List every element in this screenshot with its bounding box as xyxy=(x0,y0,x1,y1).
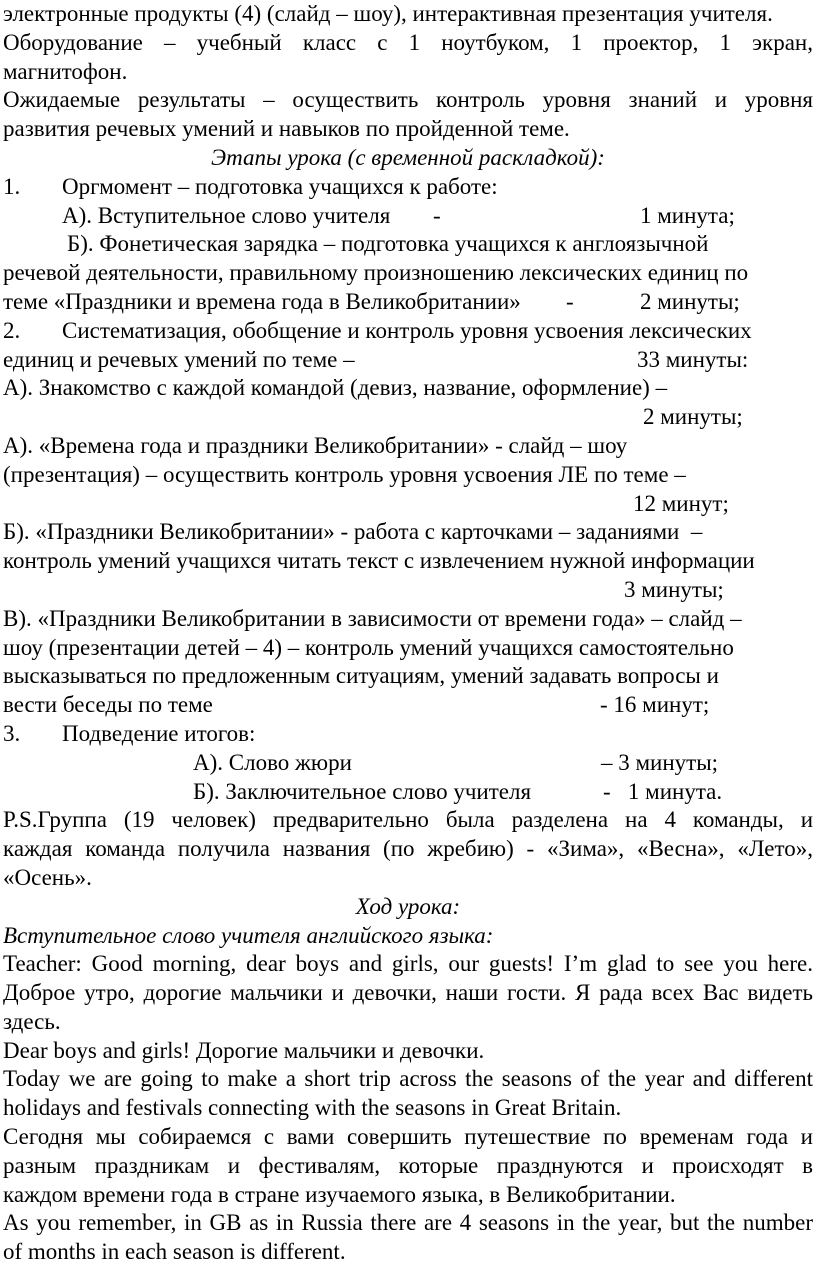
note-ps-cont-2: «Осень». xyxy=(3,864,92,890)
note-ps: P.S.Группа (19 человек) предварительно была разделена на 4 команды, и xyxy=(3,807,813,833)
stage-2a-text: А). Знакомство с каждой командой (девиз, название, оформление) – xyxy=(3,375,668,401)
teacher-line-ru-cont: здесь. xyxy=(3,1008,61,1034)
stage-1b-cont-2 xyxy=(3,288,813,317)
stage-2-number: 2. xyxy=(3,317,21,343)
stage-3b-text: Б). Заключительное слово учителя xyxy=(193,778,532,804)
stage-3a-time: – 3 минуты; xyxy=(601,749,719,775)
stage-1b-text-3: теме «Праздники и времена года в Великобритании» xyxy=(3,288,521,314)
stage-1b-dash: - xyxy=(566,288,574,314)
stage-1b xyxy=(3,230,813,259)
stage-1b-time: 2 минуты; xyxy=(640,288,740,314)
stage-1-title: Оргмомент – подготовка учащихся к работе: xyxy=(62,173,498,199)
remember-line-en: As you remember, in GB as in Russia there are 4 seasons in the year, but the number xyxy=(3,1210,813,1236)
teacher-line-ru: Доброе утро, дорогие мальчики и девочки, наши гости. Я рада всех Вас видеть xyxy=(3,980,813,1006)
today-line-ru: Сегодня мы собираемся с вами совершить путешествие по временам года и xyxy=(3,1124,813,1150)
stage-2c-text-2: шоу (презентации детей – 4) – контроль умений учащихся самостоятельно xyxy=(3,634,734,660)
paragraph-equipment: Оборудование – учебный класс с 1 ноутбуком, 1 проектор, 1 экран, xyxy=(3,29,813,55)
stage-2a2-text-2: (презентация) – осуществить контроль уровня усвоения ЛЕ по теме – xyxy=(3,461,686,487)
stage-3b-time: - 1 минута. xyxy=(603,778,723,804)
stage-1-number: 1. xyxy=(3,173,21,199)
stage-2c-cont-2 xyxy=(3,662,813,691)
stage-1 xyxy=(3,173,813,202)
stage-2a2-cont xyxy=(3,461,813,490)
stage-3b xyxy=(3,778,813,807)
stage-2 xyxy=(3,317,813,346)
today-line-ru-cont: разным праздникам и фестивалям, которые празднуются и происходят в xyxy=(3,1152,813,1178)
heading-lesson-stages: Этапы урока (с временной раскладкой): xyxy=(211,144,605,170)
stage-2a-time: 2 минуты; xyxy=(643,404,743,430)
today-line-en: Today we are going to make a short trip across the seasons of the year and different xyxy=(3,1066,813,1092)
stage-2b xyxy=(3,518,813,547)
stage-2a2-time-line xyxy=(3,490,813,519)
remember-line-en-cont: of months in each season is different. xyxy=(3,1239,346,1265)
stage-2c-cont-3 xyxy=(3,691,813,720)
stage-1a xyxy=(3,202,813,231)
heading-lesson-course: Ход урока: xyxy=(355,893,461,919)
stage-2c-cont xyxy=(3,634,813,663)
stage-2c-time: - 16 минут; xyxy=(600,692,710,718)
note-ps-cont: каждая команда получила названия (по жребию) - «Зима», «Весна», «Лето», xyxy=(3,836,813,862)
stage-1a-dash: - xyxy=(433,202,441,228)
stage-2-title-2: единиц и речевых умений по теме – xyxy=(3,346,355,372)
stage-2c xyxy=(3,605,813,634)
stage-3-number: 3. xyxy=(3,720,21,746)
stage-1a-text: А). Вступительное слово учителя xyxy=(62,202,391,228)
stage-1b-text-2: речевой деятельности, правильному произношению лексических единиц по xyxy=(3,260,749,286)
paragraph-equipment-cont: магнитофон. xyxy=(3,58,128,84)
stage-2c-text: В). «Праздники Великобритании в зависимости от времени года» – слайд – xyxy=(3,605,742,631)
stage-3 xyxy=(3,720,813,749)
paragraph-equipment-list: электронные продукты (4) (слайд – шоу), интерактивная презентация учителя. xyxy=(3,1,773,26)
stage-3a-text: А). Слово жюри xyxy=(193,749,352,775)
stage-2b-cont xyxy=(3,547,813,576)
teacher-line-en: Teacher: Good morning, dear boys and girls, our guests! I’m glad to see you here. xyxy=(3,951,813,977)
stage-2a-time-line xyxy=(3,403,813,432)
stage-2a2-text: А). «Времена года и праздники Великобритании» - слайд – шоу xyxy=(3,432,628,458)
stage-1b-text: Б). Фонетическая зарядка – подготовка учащихся к англоязычной xyxy=(67,231,709,257)
subheading-teacher-intro: Вступительное слово учителя английского языка: xyxy=(3,922,494,948)
stage-3-title: Подведение итогов: xyxy=(62,720,256,746)
stage-2c-text-3: высказываться по предложенным ситуациям, умений задавать вопросы и xyxy=(3,663,719,689)
stage-2b-text-2: контроль умений учащихся читать текст с извлечением нужной информации xyxy=(3,548,755,574)
stage-2-title: Систематизация, обобщение и контроль уровня усвоения лексических xyxy=(62,317,752,343)
stage-2b-time-line xyxy=(3,576,813,605)
stage-2b-time: 3 минуты; xyxy=(624,576,724,602)
stage-2-time: 33 минуты: xyxy=(637,346,749,372)
stage-1b-cont xyxy=(3,259,813,288)
today-line-ru-cont-2: каждом времени года в стране изучаемого языка, в Великобритании. xyxy=(3,1181,676,1207)
paragraph-expected-results: Ожидаемые результаты – осуществить контроль уровня знаний и уровня xyxy=(3,87,813,113)
stage-2b-text: Б). «Праздники Великобритании» - работа с карточками – заданиями – xyxy=(3,519,703,545)
stage-2a2 xyxy=(3,432,813,461)
today-line-en-cont: holidays and festivals connecting with the seasons in Great Britain. xyxy=(3,1095,622,1121)
stage-3a xyxy=(3,749,813,778)
stage-1a-time: 1 минута; xyxy=(640,202,735,228)
stage-2a xyxy=(3,374,813,403)
dear-boys-line: Dear boys and girls! Дорогие мальчики и девочки. xyxy=(3,1037,485,1063)
paragraph-expected-results-cont: развития речевых умений и навыков по пройденной теме. xyxy=(3,116,570,142)
document-page xyxy=(3,0,813,1267)
stage-2a2-time: 12 минут; xyxy=(633,490,729,516)
stage-2c-text-4: вести беседы по теме xyxy=(3,692,213,718)
stage-2-cont xyxy=(3,346,813,375)
